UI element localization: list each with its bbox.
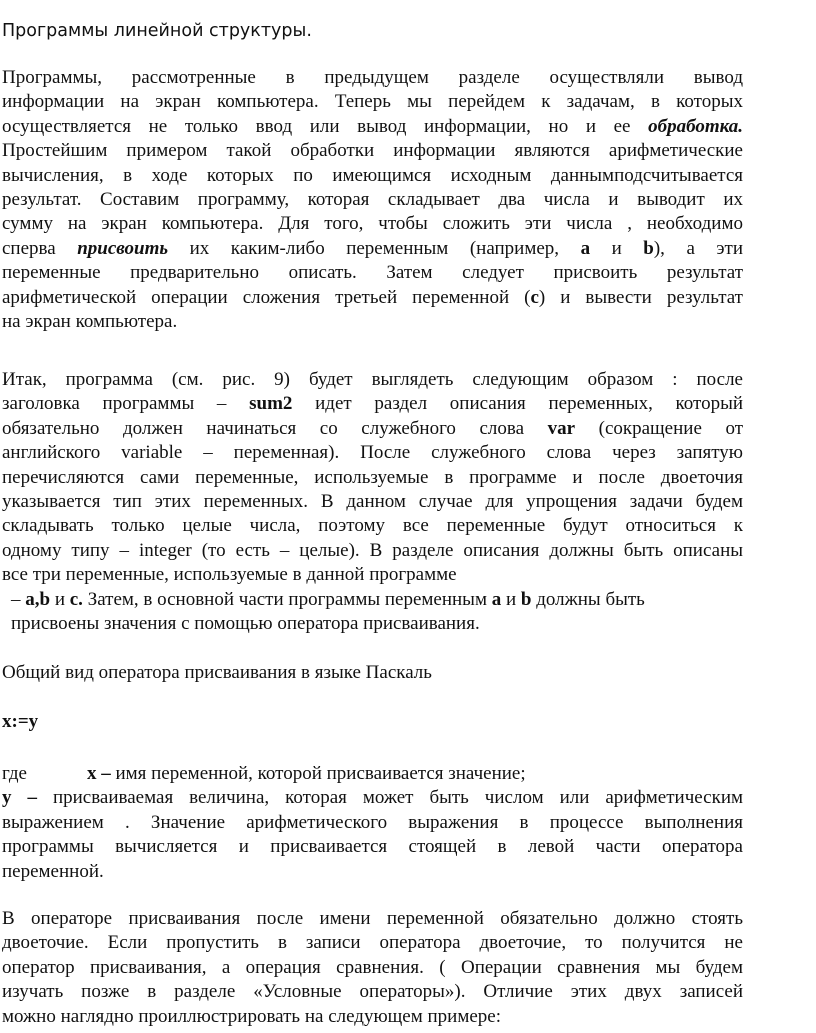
variable-name: c.: [69, 588, 83, 610]
text-line: присвоены значения с помощью оператора присваивания.: [11, 612, 480, 634]
text-segment: ) и вывести результат: [538, 286, 743, 308]
text-line: выражением . Значение арифметического выражения в процессе выполнения: [2, 811, 743, 833]
text-line: вычисления, в ходе которых по имеющимся исходным даннымподсчитывается: [2, 164, 743, 186]
program-name: sum2: [249, 393, 293, 415]
variable-name: y –: [2, 787, 37, 809]
text-segment: Затем, в основной части программы переменным: [87, 588, 487, 610]
text-line: переменной.: [2, 860, 104, 882]
text-segment: их каким-либо переменным (например,: [189, 237, 560, 259]
text-segment: присваиваемая величина, которая может быть числом или арифметическим: [52, 787, 743, 809]
variable-name: a,b: [25, 588, 51, 610]
text-line: Общий вид оператора присваивания в языке Паскаль: [2, 662, 432, 683]
text-line: оператор присваивания, а операция сравнения. ( Операции сравнения мы будем: [2, 956, 743, 978]
text-line: Программы, рассмотренные в предыдущем разделе осуществляли вывод: [2, 67, 743, 88]
paragraph-definitions: [2, 762, 743, 884]
text-line: [2, 762, 743, 786]
formula-text: x:=y: [2, 711, 39, 732]
text-line: Простейшим примером такой обработки информации являются арифметические: [2, 140, 743, 162]
text-segment: где: [2, 763, 27, 784]
text-line: изучать позже в разделе «Условные операторы»). Отличие этих двух записей: [2, 981, 743, 1003]
text-segment: заголовка программы –: [2, 393, 227, 415]
text-line: одному типу – integer (то есть – целые). В разделе описания должны быть описаны: [2, 539, 743, 561]
text-line: [2, 286, 743, 310]
variable-name: b: [643, 237, 654, 259]
text-segment: сперва: [2, 237, 56, 259]
text-line: [2, 237, 743, 261]
variable-name: b: [520, 588, 532, 610]
text-line: [2, 417, 743, 441]
paragraph-general-form: [2, 661, 743, 685]
text-segment: осуществляется не только ввод или вывод информации, но и ее: [2, 115, 631, 137]
text-line: перечисляются сами переменные, используемые в программе и после двоеточия: [2, 466, 743, 488]
text-line: сумму на экран компьютера. Для того, чтобы сложить эти числа , необходимо: [2, 213, 743, 235]
text-line: на экран компьютера.: [2, 310, 178, 332]
emphasis-term: обработка.: [648, 115, 743, 137]
text-segment: и: [505, 588, 517, 610]
text-segment: должны быть: [536, 588, 645, 610]
text-line: указывается тип этих переменных. В данном случае для упрощения задачи будем: [2, 490, 743, 512]
variable-name: a: [580, 237, 591, 259]
keyword: var: [547, 417, 576, 439]
text-segment: идет раздел описания переменных, который: [315, 393, 743, 415]
text-line: складывать только целые числа, поэтому все переменные будут относиться к: [2, 515, 743, 537]
text-segment: обязательно должен начинаться со служебного слова: [2, 417, 525, 439]
text-line: В операторе присваивания после имени переменной обязательно должно стоять: [2, 908, 743, 929]
text-segment: арифметической операции сложения третьей переменной (: [2, 286, 531, 308]
text-line: программы вычисляется и присваивается стоящей в левой части оператора: [2, 836, 743, 858]
emphasis-term: присвоить: [77, 237, 169, 259]
variable-name: c: [530, 286, 539, 308]
text-line: переменные предварительно описать. Затем следует присвоить результат: [2, 262, 743, 284]
text-line: двоеточие. Если пропустить в записи оператора двоеточие, то получится не: [2, 932, 743, 954]
text-segment: (сокращение от: [598, 417, 743, 439]
paragraph-colon-note: [2, 907, 743, 1029]
text-line: [2, 392, 743, 416]
text-line: [2, 588, 743, 612]
text-line: информации на экран компьютера. Теперь мы перейдем к задачам, в которых: [2, 91, 743, 113]
text-line: [2, 115, 743, 139]
page-title: Программы линейной структуры.: [2, 21, 312, 41]
text-segment: и: [54, 588, 65, 610]
text-line: [2, 786, 743, 810]
text-segment: имя переменной, которой присваивается значение;: [115, 763, 526, 784]
text-line: английского variable – переменная). После служебного слова через запятую: [2, 442, 743, 464]
variable-name: x –: [86, 763, 111, 784]
paragraph-program: [2, 368, 743, 636]
text-line: Итак, программа (см. рис. 9) будет выглядеть следующим образом : после: [2, 369, 743, 390]
text-segment: –: [11, 588, 21, 610]
text-segment: и: [611, 237, 622, 259]
text-line: можно наглядно проиллюстрировать на следующем примере:: [2, 1005, 501, 1027]
variable-name: a: [491, 588, 502, 610]
text-line: результат. Составим программу, которая складывает два числа и выводит их: [2, 188, 743, 210]
assignment-formula: [2, 710, 743, 734]
paragraph-intro: [2, 66, 743, 334]
text-line: все три переменные, используемые в данной программе: [2, 564, 457, 586]
text-segment: ), а эти: [653, 237, 743, 259]
